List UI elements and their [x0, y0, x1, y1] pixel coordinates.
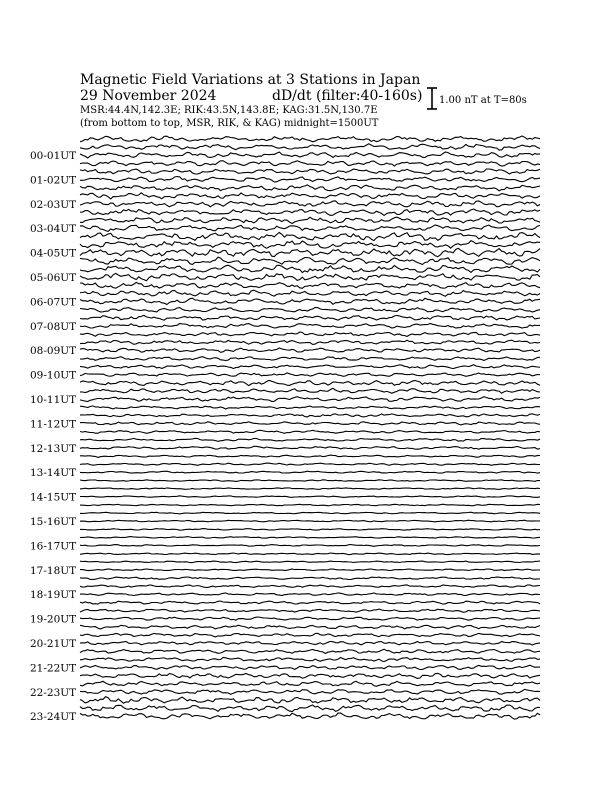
trace-rik	[80, 365, 540, 369]
trace-rik	[80, 512, 540, 514]
hour-row-label: 14-15UT	[30, 491, 77, 504]
hour-row-label: 23-24UT	[30, 711, 77, 724]
hour-row-label: 17-18UT	[30, 564, 77, 577]
trace-rik	[80, 388, 540, 393]
scale-bar-label: 1.00 nT at T=80s	[439, 95, 527, 106]
hour-row-label: 05-06UT	[30, 272, 77, 284]
trace-rik	[80, 265, 540, 272]
trace-kag	[80, 649, 540, 653]
trace-rik	[80, 217, 540, 223]
trace-msr	[80, 471, 540, 473]
trace-kag	[80, 380, 540, 385]
trace-msr	[80, 201, 540, 207]
trace-kag	[80, 553, 540, 555]
trace-msr	[80, 248, 540, 256]
trace-rik	[80, 488, 540, 490]
trace-msr	[80, 569, 540, 571]
trace-msr	[80, 422, 540, 425]
trace-msr	[80, 225, 540, 231]
trace-kag	[80, 307, 540, 312]
trace-rik	[80, 438, 540, 441]
trace-kag	[80, 455, 540, 457]
trace-msr	[80, 665, 540, 669]
station-order-note: (from bottom to top, MSR, RIK, & KAG) midnight=1500UT	[80, 118, 379, 129]
trace-msr	[80, 298, 540, 304]
trace-msr	[80, 545, 540, 547]
trace-msr	[80, 446, 540, 449]
trace-kag	[80, 233, 540, 241]
hour-row-label: 08-09UT	[30, 345, 77, 358]
hour-row-label: 15-16UT	[30, 516, 77, 528]
scale-bar	[427, 88, 527, 109]
trace-kag	[80, 185, 540, 191]
trace-kag	[80, 625, 540, 629]
trace-msr	[80, 617, 540, 620]
hour-row-label: 13-14UT	[30, 467, 77, 480]
trace-rik	[80, 609, 540, 612]
trace-msr	[80, 520, 540, 522]
trace-rik	[80, 241, 540, 249]
hour-row-label: 10-11UT	[30, 394, 77, 406]
hour-row-label: 04-05UT	[30, 247, 77, 260]
trace-kag	[80, 332, 540, 336]
trace-kag	[80, 430, 540, 433]
trace-msr	[80, 324, 540, 329]
trace-kag	[80, 673, 540, 678]
trace-rik	[80, 561, 540, 563]
hour-row-label: 02-03UT	[30, 198, 77, 211]
hour-row-label: 12-13UT	[30, 442, 77, 455]
hour-row-label: 16-17UT	[30, 540, 77, 553]
hour-row-label: 18-19UT	[30, 589, 77, 602]
trace-kag	[80, 504, 540, 506]
hour-row-label: 01-02UT	[30, 174, 77, 187]
trace-kag	[80, 697, 540, 704]
trace-kag	[80, 161, 540, 166]
trace-msr	[80, 689, 540, 694]
hour-row-label: 06-07UT	[30, 296, 77, 309]
trace-rik	[80, 340, 540, 344]
hour-row-label: 20-21UT	[30, 638, 77, 650]
trace-kag	[80, 601, 540, 604]
trace-msr	[80, 273, 540, 280]
hour-row-label: 09-10UT	[30, 369, 77, 382]
trace-rik	[80, 290, 540, 296]
trace-kag	[80, 136, 540, 142]
trace-rik	[80, 681, 540, 686]
trace-rik	[80, 463, 540, 465]
trace-msr	[80, 348, 540, 352]
trace-kag	[80, 282, 540, 288]
trace-rows	[30, 136, 540, 723]
trace-rik	[80, 585, 540, 588]
trace-kag	[80, 209, 540, 215]
chart-date: 29 November 2024	[80, 88, 217, 104]
trace-kag	[80, 406, 540, 409]
trace-kag	[80, 480, 540, 482]
trace-msr	[80, 593, 540, 596]
trace-rik	[80, 658, 540, 662]
trace-msr	[80, 713, 540, 719]
trace-rik	[80, 193, 540, 199]
trace-rik	[80, 144, 540, 150]
trace-msr	[80, 641, 540, 645]
trace-msr	[80, 177, 540, 183]
hour-row-label: 22-23UT	[30, 686, 77, 699]
hour-row-label: 19-20UT	[30, 613, 77, 626]
hour-row-label: 21-22UT	[30, 662, 77, 675]
hour-row-label: 07-08UT	[30, 320, 77, 333]
station-coordinates: MSR:44.4N,142.3E; RIK:43.5N,143.8E; KAG:31.5N,130.7E	[80, 105, 378, 116]
trace-rik	[80, 537, 540, 539]
chart-quantity: dD/dt (filter:40-160s)	[272, 88, 423, 104]
trace-rik	[80, 705, 540, 712]
trace-msr	[80, 373, 540, 377]
trace-rik	[80, 169, 540, 174]
trace-kag	[80, 257, 540, 264]
trace-kag	[80, 577, 540, 580]
chart-title: Magnetic Field Variations at 3 Stations in Japan	[80, 72, 421, 88]
trace-rik	[80, 315, 540, 320]
trace-kag	[80, 357, 540, 361]
trace-msr	[80, 496, 540, 498]
trace-msr	[80, 397, 540, 402]
trace-rik	[80, 414, 540, 417]
hour-row-label: 11-12UT	[30, 418, 77, 431]
trace-kag	[80, 529, 540, 531]
hour-row-label: 00-01UT	[30, 150, 77, 162]
hour-row-label: 03-04UT	[30, 223, 77, 236]
trace-rik	[80, 633, 540, 637]
trace-msr	[80, 152, 540, 158]
